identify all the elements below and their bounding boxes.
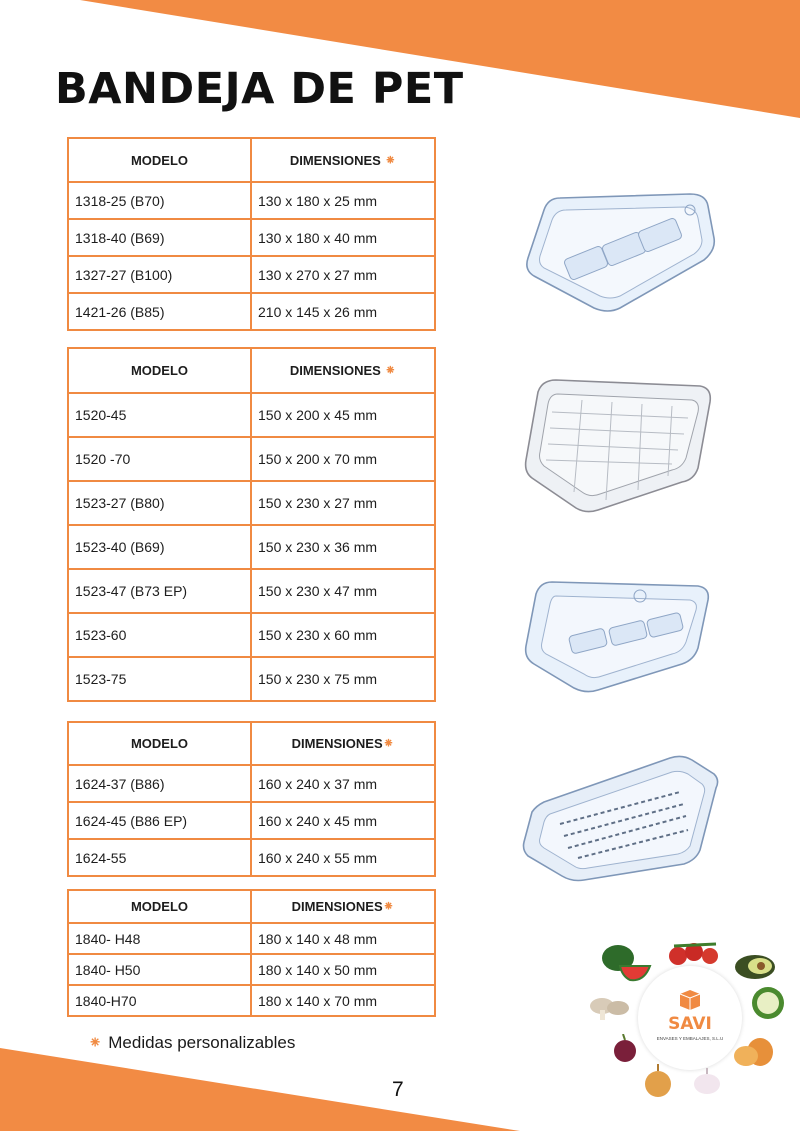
table-row (68, 985, 435, 1016)
logo-name: SAVI (668, 1014, 712, 1034)
model-cell: 1520-45 (68, 393, 251, 437)
footnote-text: Medidas personalizables (108, 1033, 296, 1052)
header-model: MODELO (68, 890, 251, 923)
header-model: MODELO (68, 722, 251, 765)
table-row (68, 256, 435, 293)
dimensions-cell: 130 x 270 x 27 mm (251, 256, 435, 293)
table-row (68, 765, 435, 802)
squash-icon (732, 1026, 776, 1068)
dimensions-cell: 130 x 180 x 40 mm (251, 219, 435, 256)
header-dimensions: DIMENSIONES⁕ (251, 890, 435, 923)
asterisk-icon: ⁕ (384, 151, 397, 168)
header-model: MODELO (68, 348, 251, 393)
table-row (68, 569, 435, 613)
dimensions-cell: 150 x 230 x 27 mm (251, 481, 435, 525)
asterisk-icon: ⁕ (382, 898, 395, 914)
spec-table-2 (67, 347, 436, 702)
model-cell: 1840-H70 (68, 985, 251, 1016)
table-header-row (68, 138, 435, 182)
mushrooms-icon (588, 992, 632, 1024)
red-onion-icon (610, 1034, 640, 1064)
page-number: 7 (392, 1078, 404, 1101)
dimensions-cell: 150 x 230 x 75 mm (251, 657, 435, 701)
table-row (68, 293, 435, 330)
tray-image-ribbed (522, 572, 714, 698)
header-dimensions: DIMENSIONES⁕ (251, 722, 435, 765)
watermelon-icon (600, 942, 652, 982)
header-dimensions: DIMENSIONES ⁕ (251, 138, 435, 182)
tray-image-grid (520, 752, 720, 884)
table-row (68, 437, 435, 481)
table-row (68, 839, 435, 876)
header-model: MODELO (68, 138, 251, 182)
zucchini-icon (746, 984, 790, 1022)
table-header-row (68, 348, 435, 393)
page-title: BANDEJA DE PET (55, 64, 464, 114)
dimensions-cell: 160 x 240 x 37 mm (251, 765, 435, 802)
logo-circle (638, 966, 742, 1070)
dimensions-cell: 150 x 200 x 45 mm (251, 393, 435, 437)
tomatoes-icon (666, 938, 726, 968)
dimensions-cell: 180 x 140 x 48 mm (251, 923, 435, 954)
model-cell: 1523-75 (68, 657, 251, 701)
table-row (68, 525, 435, 569)
dimensions-cell: 150 x 230 x 47 mm (251, 569, 435, 613)
model-cell: 1523-27 (B80) (68, 481, 251, 525)
model-cell: 1624-37 (B86) (68, 765, 251, 802)
dimensions-cell: 180 x 140 x 70 mm (251, 985, 435, 1016)
asterisk-icon: ⁕ (88, 1033, 103, 1052)
table-header-row (68, 890, 435, 923)
dimensions-cell: 150 x 200 x 70 mm (251, 437, 435, 481)
table-row (68, 802, 435, 839)
spec-table-4 (67, 889, 436, 1017)
table-row (68, 923, 435, 954)
model-cell: 1624-45 (B86 EP) (68, 802, 251, 839)
model-cell: 1520 -70 (68, 437, 251, 481)
dimensions-cell: 210 x 145 x 26 mm (251, 293, 435, 330)
spec-table-1 (67, 137, 436, 331)
logo-tagline: ENVASES Y EMBALAJES, S.L.U (656, 1036, 724, 1041)
model-cell: 1421-26 (B85) (68, 293, 251, 330)
model-cell: 1318-40 (B69) (68, 219, 251, 256)
tray-image-shallow (520, 180, 720, 320)
asterisk-icon: ⁕ (384, 362, 397, 378)
model-cell: 1523-40 (B69) (68, 525, 251, 569)
footnote (88, 1033, 295, 1053)
garlic-icon (690, 1066, 724, 1096)
dimensions-cell: 150 x 230 x 60 mm (251, 613, 435, 657)
box-icon (678, 988, 702, 1010)
dimensions-cell: 160 x 240 x 45 mm (251, 802, 435, 839)
dimensions-cell: 180 x 140 x 50 mm (251, 954, 435, 985)
tray-image-deep (522, 372, 718, 520)
spec-table-3 (67, 721, 436, 877)
table-row (68, 393, 435, 437)
savi-logo-with-vegetables (598, 938, 788, 1098)
onion-icon (640, 1064, 676, 1098)
table-row (68, 219, 435, 256)
table-header-row (68, 722, 435, 765)
model-cell: 1624-55 (68, 839, 251, 876)
model-cell: 1840- H48 (68, 923, 251, 954)
model-cell: 1327-27 (B100) (68, 256, 251, 293)
table-row (68, 657, 435, 701)
model-cell: 1523-60 (68, 613, 251, 657)
dimensions-cell: 130 x 180 x 25 mm (251, 182, 435, 219)
model-cell: 1840- H50 (68, 954, 251, 985)
asterisk-icon: ⁕ (382, 735, 395, 751)
table-row (68, 481, 435, 525)
dimensions-cell: 160 x 240 x 55 mm (251, 839, 435, 876)
table-row (68, 613, 435, 657)
header-dimensions: DIMENSIONES ⁕ (251, 348, 435, 393)
dimensions-cell: 150 x 230 x 36 mm (251, 525, 435, 569)
model-cell: 1318-25 (B70) (68, 182, 251, 219)
model-cell: 1523-47 (B73 EP) (68, 569, 251, 613)
table-row (68, 954, 435, 985)
avocado-icon (730, 950, 780, 982)
table-row (68, 182, 435, 219)
